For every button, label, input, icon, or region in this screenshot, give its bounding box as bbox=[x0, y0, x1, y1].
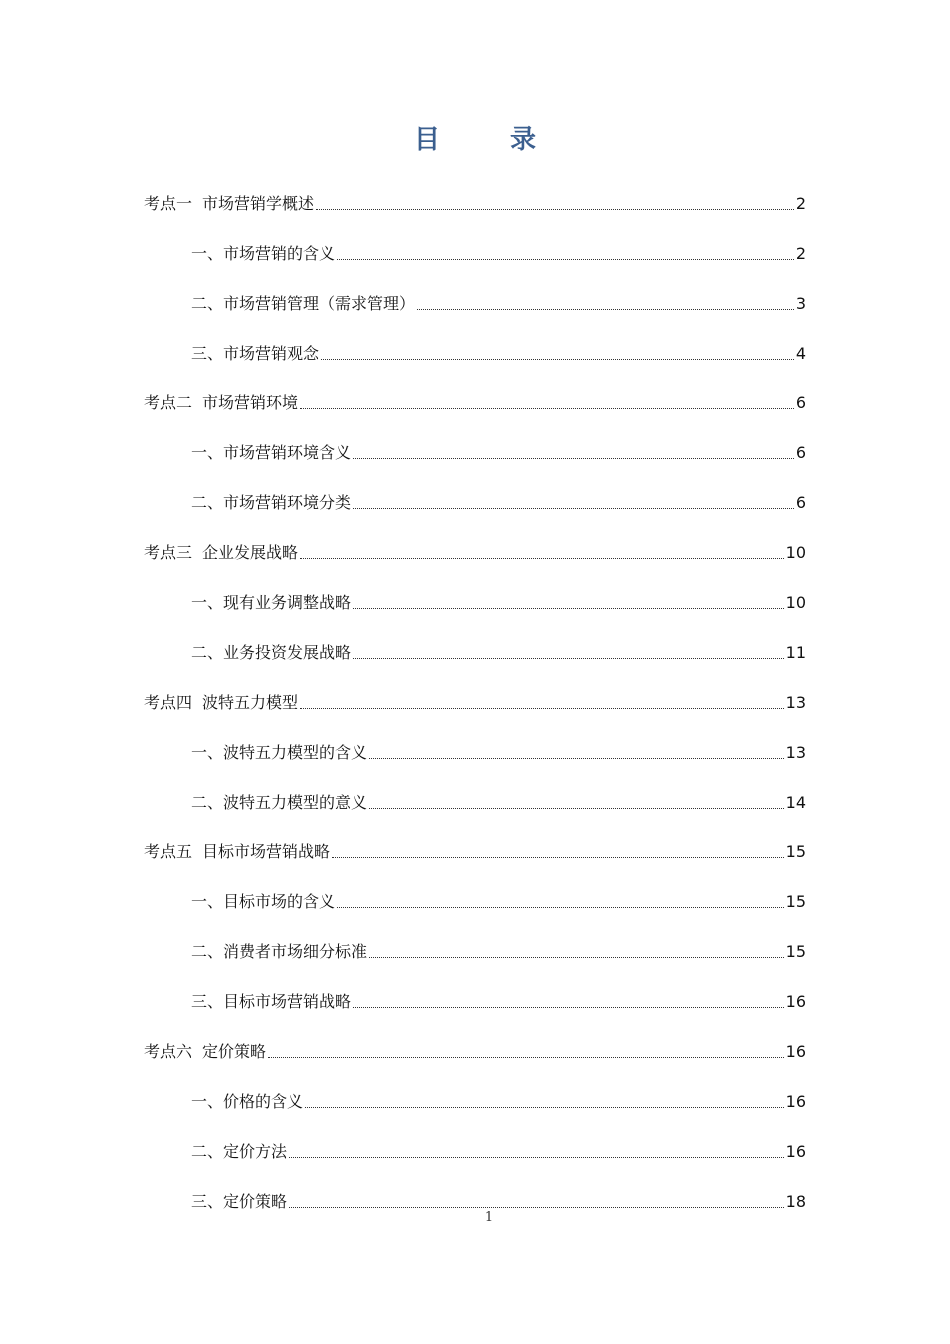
toc-section-entry[interactable] bbox=[144, 665, 806, 715]
toc-entry-number: 考点三 bbox=[144, 543, 193, 563]
toc-entry-page: 15 bbox=[785, 892, 806, 912]
toc-entry-page: 10 bbox=[785, 543, 806, 563]
toc-dot-leader bbox=[321, 359, 794, 360]
toc-dot-leader bbox=[369, 808, 784, 809]
toc-dot-leader bbox=[289, 1157, 784, 1158]
toc-entry-label bbox=[144, 842, 330, 864]
toc-dot-leader bbox=[300, 708, 784, 709]
toc-entry-label bbox=[191, 942, 367, 964]
toc-entry-label bbox=[191, 743, 367, 765]
toc-title: 目 录 bbox=[413, 125, 558, 155]
toc-subsection-entry[interactable] bbox=[144, 615, 806, 665]
toc-entry-text: 二、定价方法 bbox=[191, 1141, 288, 1161]
toc-entry-text: 一、目标市场的含义 bbox=[191, 892, 336, 912]
toc-entry-text: 企业发展战略 bbox=[202, 543, 299, 563]
toc-dot-leader bbox=[300, 408, 794, 409]
toc-entry-label bbox=[191, 992, 351, 1014]
toc-subsection-entry[interactable] bbox=[144, 465, 806, 515]
toc-entry-label bbox=[191, 793, 367, 815]
toc-section-entry[interactable] bbox=[144, 1014, 806, 1064]
toc-entry-label bbox=[191, 244, 335, 266]
toc-entry-text: 二、波特五力模型的意义 bbox=[191, 792, 368, 812]
toc-dot-leader bbox=[417, 309, 794, 310]
toc-entry-text: 市场营销学概述 bbox=[202, 193, 315, 213]
toc-entry-page: 16 bbox=[785, 1042, 806, 1062]
toc-entry-number: 考点五 bbox=[144, 842, 193, 862]
toc-entry-label bbox=[144, 543, 298, 565]
toc-entry-number: 考点一 bbox=[144, 193, 193, 213]
toc-entry-label bbox=[191, 643, 351, 665]
toc-entry-number: 考点六 bbox=[144, 1042, 193, 1062]
toc-section-entry[interactable] bbox=[144, 166, 806, 216]
toc-entry-text: 三、市场营销观念 bbox=[191, 343, 320, 363]
toc-entry-text: 一、市场营销环境含义 bbox=[191, 443, 352, 463]
toc-section-entry[interactable] bbox=[144, 515, 806, 565]
toc-entry-page: 2 bbox=[795, 243, 806, 263]
toc-subsection-entry[interactable] bbox=[144, 266, 806, 316]
toc-entry-text: 二、市场营销环境分类 bbox=[191, 493, 352, 513]
toc-section-entry[interactable] bbox=[144, 366, 806, 416]
toc-entry-label bbox=[144, 693, 298, 715]
toc-dot-leader bbox=[337, 907, 784, 908]
toc-entry-page: 14 bbox=[785, 792, 806, 812]
toc-subsection-entry[interactable] bbox=[144, 1114, 806, 1164]
toc-dot-leader bbox=[289, 1207, 784, 1208]
toc-entry-label bbox=[191, 892, 335, 914]
toc-entry-page: 15 bbox=[785, 842, 806, 862]
toc-dot-leader bbox=[353, 658, 784, 659]
table-of-contents bbox=[144, 166, 806, 1214]
toc-entry-page: 10 bbox=[785, 593, 806, 613]
toc-section-entry[interactable] bbox=[144, 815, 806, 865]
toc-entry-text: 二、消费者市场细分标准 bbox=[191, 942, 368, 962]
toc-dot-leader bbox=[337, 259, 794, 260]
toc-entry-page: 13 bbox=[785, 742, 806, 762]
toc-subsection-entry[interactable] bbox=[144, 316, 806, 366]
toc-entry-text: 一、市场营销的含义 bbox=[191, 243, 336, 263]
toc-dot-leader bbox=[300, 558, 784, 559]
toc-entry-text: 一、现有业务调整战略 bbox=[191, 593, 352, 613]
toc-entry-text: 二、市场营销管理（需求管理） bbox=[191, 293, 416, 313]
toc-subsection-entry[interactable] bbox=[144, 765, 806, 815]
toc-dot-leader bbox=[369, 758, 784, 759]
toc-entry-page: 16 bbox=[785, 1091, 806, 1111]
toc-entry-page: 2 bbox=[795, 193, 806, 213]
toc-entry-page: 16 bbox=[785, 992, 806, 1012]
toc-subsection-entry[interactable] bbox=[144, 565, 806, 615]
toc-entry-text: 一、价格的含义 bbox=[191, 1091, 304, 1111]
toc-entry-page: 18 bbox=[785, 1191, 806, 1211]
toc-entry-page: 13 bbox=[785, 692, 806, 712]
toc-subsection-entry[interactable] bbox=[144, 415, 806, 465]
toc-entry-text: 市场营销环境 bbox=[202, 393, 299, 413]
toc-dot-leader bbox=[353, 1007, 784, 1008]
toc-dot-leader bbox=[369, 957, 784, 958]
toc-dot-leader bbox=[353, 458, 794, 459]
toc-dot-leader bbox=[305, 1107, 784, 1108]
toc-subsection-entry[interactable] bbox=[144, 1064, 806, 1114]
toc-dot-leader bbox=[332, 857, 784, 858]
toc-entry-page: 3 bbox=[795, 293, 806, 313]
toc-entry-page: 6 bbox=[795, 443, 806, 463]
toc-entry-page: 11 bbox=[785, 642, 806, 662]
toc-entry-label bbox=[191, 1092, 303, 1114]
toc-subsection-entry[interactable] bbox=[144, 964, 806, 1014]
toc-entry-label bbox=[191, 1142, 287, 1164]
toc-dot-leader bbox=[316, 209, 794, 210]
toc-entry-text: 三、目标市场营销战略 bbox=[191, 992, 352, 1012]
toc-entry-label bbox=[144, 393, 298, 415]
toc-entry-label bbox=[191, 344, 319, 366]
toc-entry-text: 三、定价策略 bbox=[191, 1191, 288, 1211]
toc-entry-page: 4 bbox=[795, 343, 806, 363]
toc-entry-label bbox=[144, 194, 314, 216]
toc-subsection-entry[interactable] bbox=[144, 914, 806, 964]
toc-entry-label bbox=[191, 443, 351, 465]
toc-entry-text: 一、波特五力模型的含义 bbox=[191, 742, 368, 762]
toc-entry-text: 波特五力模型 bbox=[202, 692, 299, 712]
toc-dot-leader bbox=[353, 608, 784, 609]
toc-subsection-entry[interactable] bbox=[144, 1164, 806, 1214]
toc-subsection-entry[interactable] bbox=[144, 216, 806, 266]
toc-entry-label bbox=[191, 493, 351, 515]
toc-entry-text: 定价策略 bbox=[202, 1042, 267, 1062]
toc-entry-number: 考点四 bbox=[144, 692, 193, 712]
toc-entry-page: 16 bbox=[785, 1141, 806, 1161]
toc-subsection-entry[interactable] bbox=[144, 864, 806, 914]
toc-entry-label bbox=[191, 593, 351, 615]
toc-entry-label bbox=[144, 1042, 266, 1064]
toc-entry-text: 目标市场营销战略 bbox=[202, 842, 331, 862]
toc-entry-number: 考点二 bbox=[144, 393, 193, 413]
page-number: 1 bbox=[484, 1210, 494, 1225]
toc-entry-page: 6 bbox=[795, 393, 806, 413]
toc-dot-leader bbox=[353, 508, 794, 509]
toc-dot-leader bbox=[268, 1057, 784, 1058]
toc-entry-page: 6 bbox=[795, 493, 806, 513]
toc-subsection-entry[interactable] bbox=[144, 715, 806, 765]
toc-entry-page: 15 bbox=[785, 942, 806, 962]
toc-entry-label bbox=[191, 294, 415, 316]
toc-entry-text: 二、业务投资发展战略 bbox=[191, 642, 352, 662]
